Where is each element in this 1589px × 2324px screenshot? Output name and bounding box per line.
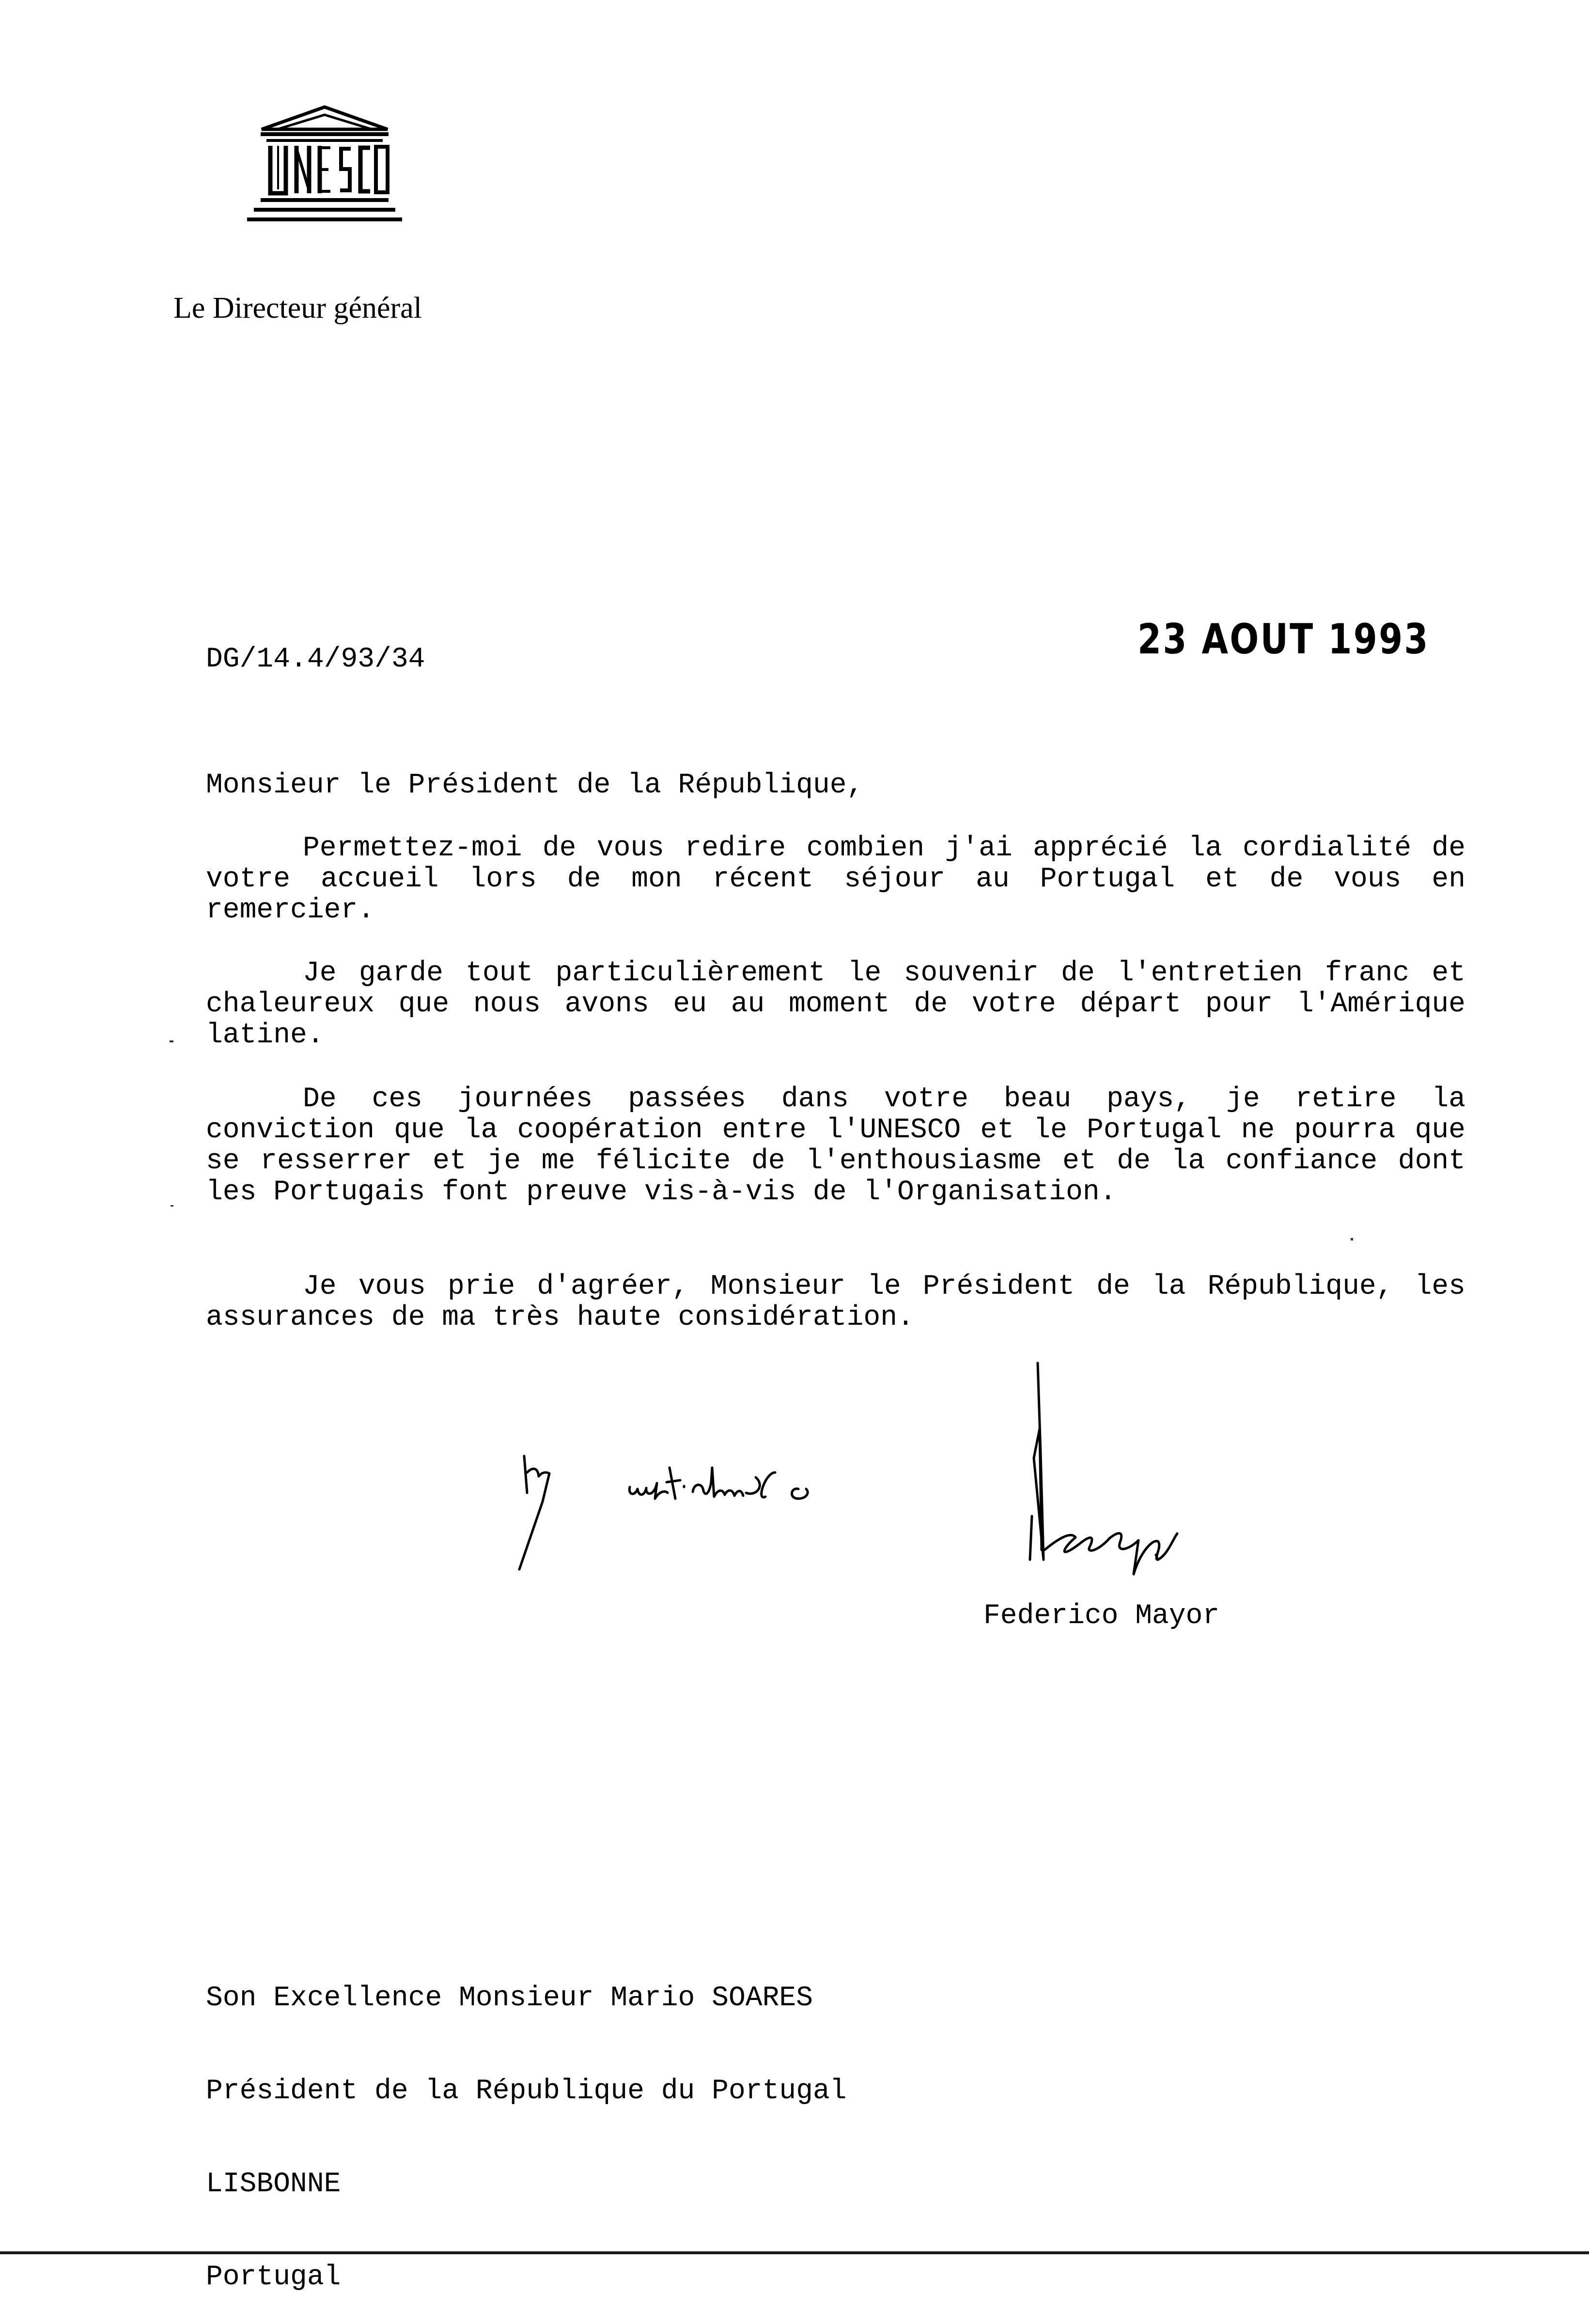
body-paragraph-3 xyxy=(206,1084,1465,1208)
body-paragraph-1 xyxy=(206,833,1465,926)
body-paragraph-2 xyxy=(206,958,1465,1051)
salutation: Monsieur le Président de la République, xyxy=(206,770,864,801)
scan-mark xyxy=(1351,1238,1353,1240)
addressee-line: LISBONNE xyxy=(206,2169,341,2200)
unesco-temple-logo-icon xyxy=(247,104,402,225)
paragraph-text: Je vous prie d'agréer, Monsieur le Président de la République, les assurances de ma très haute considération. xyxy=(206,1271,1465,1333)
scan-mark xyxy=(171,1205,173,1207)
handwritten-closing-icon xyxy=(514,1448,901,1574)
paragraph-text: Je garde tout particulièrement le souvenir de l'entretien franc et chaleureux que nous avons eu au moment de votre départ pour l'Amérique latine. xyxy=(206,958,1465,1051)
paragraph-text: Permettez-moi de vous redire combien j'ai apprécié la cordialité de votre accueil lors de mon récent séjour au Portugal et de vous en remercier. xyxy=(206,833,1465,926)
reference-number: DG/14.4/93/34 xyxy=(206,644,425,675)
addressee-block xyxy=(206,1921,847,2324)
body-paragraph-4 xyxy=(206,1271,1465,1333)
handwritten-closing xyxy=(514,1448,901,1574)
office-title: Le Directeur général xyxy=(173,292,422,325)
signatory-name: Federico Mayor xyxy=(983,1600,1220,1632)
signature-icon xyxy=(1013,1356,1284,1579)
date-stamp: 23 AOUT 1993 xyxy=(1137,615,1430,664)
addressee-line: Son Excellence Monsieur Mario SOARES xyxy=(206,1983,813,2014)
addressee-line: Président de la République du Portugal xyxy=(206,2076,847,2107)
addressee-line: Portugal xyxy=(206,2262,341,2293)
page-bottom-rule xyxy=(0,2251,1589,2254)
signature xyxy=(1013,1356,1284,1579)
paragraph-text: De ces journées passées dans votre beau pays, je retire la conviction que la coopération entre l'UNESCO et le Portugal ne pourra que se resserrer et je me félicite de l'enthousiasme et de la confiance dont les Portugais font preuve vis-à-vis de l'Organisation. xyxy=(206,1084,1465,1208)
scan-mark xyxy=(170,1040,173,1042)
unesco-logo xyxy=(247,104,402,225)
